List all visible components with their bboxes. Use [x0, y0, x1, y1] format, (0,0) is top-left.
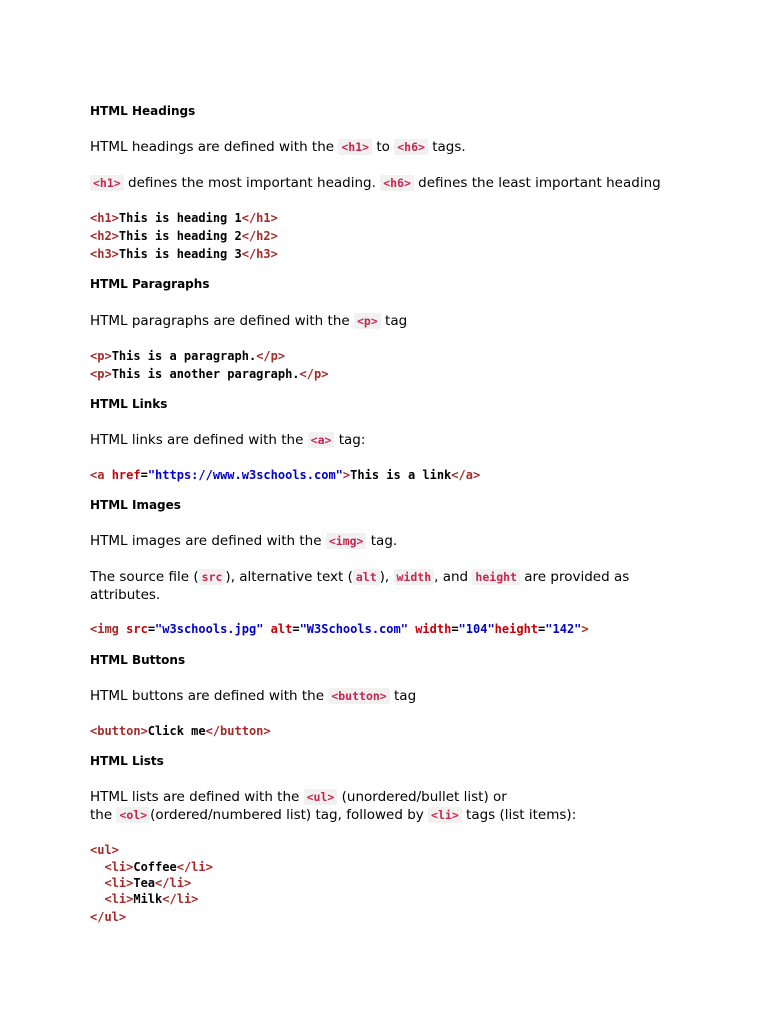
- lists-intro-cont: [90, 807, 576, 823]
- tag-chip-a: <a>: [308, 432, 335, 448]
- section-heading-buttons: HTML Buttons: [90, 653, 186, 667]
- code-tag: </h3>: [241, 247, 278, 261]
- code-attr-value: "W3Schools.com": [299, 622, 408, 636]
- tag-chip-h1: <h1>: [338, 139, 372, 155]
- section-heading-headings: HTML Headings: [90, 104, 196, 118]
- code-tag: >: [342, 468, 351, 482]
- section-heading-paragraphs: HTML Paragraphs: [90, 277, 210, 291]
- code-tag: <h1>: [90, 211, 119, 225]
- attr-chip-src: src: [199, 569, 226, 585]
- code-text: This is heading 3: [118, 247, 242, 261]
- text: HTML images are defined with the: [90, 533, 326, 549]
- code-text: This is heading 2: [118, 229, 242, 243]
- code-tag: </h2>: [241, 229, 278, 243]
- code-tag: <h2>: [90, 229, 119, 243]
- code-line: [90, 860, 213, 874]
- section-heading-images: HTML Images: [90, 498, 181, 512]
- code-attr-name: alt: [270, 622, 293, 636]
- images-attributes: [90, 569, 629, 585]
- code-line: [90, 876, 191, 890]
- text: (ordered/numbered list) tag, followed by: [150, 807, 429, 823]
- code-text: This is a link: [350, 468, 452, 482]
- code-line: [90, 229, 278, 243]
- attr-chip-height: height: [472, 569, 520, 585]
- code-tag: <a: [90, 468, 112, 482]
- code-tag: <p>: [90, 349, 112, 363]
- section-heading-links: HTML Links: [90, 397, 168, 411]
- text: are provided as: [519, 569, 630, 585]
- code-tag: <h3>: [90, 247, 119, 261]
- tag-chip-h1: <h1>: [90, 175, 124, 191]
- links-intro: [90, 432, 365, 448]
- code-line: [90, 622, 589, 636]
- text: tag: [389, 688, 417, 704]
- text: The source file (: [90, 569, 199, 585]
- code-tag: <img: [90, 622, 127, 636]
- code-space: [263, 622, 270, 636]
- text: , and: [434, 569, 473, 585]
- code-tag: </li>: [176, 860, 213, 874]
- tag-chip-p: <p>: [354, 313, 381, 329]
- code-tag: <p>: [90, 367, 112, 381]
- code-text: Coffee: [133, 860, 177, 874]
- text: HTML links are defined with the: [90, 432, 308, 448]
- text: tags (list items):: [461, 807, 577, 823]
- code-text: This is a paragraph.: [111, 349, 257, 363]
- code-indent: [90, 876, 104, 890]
- code-tag: <li>: [104, 892, 134, 906]
- code-text: Click me: [147, 724, 206, 738]
- code-line: [90, 843, 119, 857]
- code-tag: <li>: [104, 876, 134, 890]
- code-text: Milk: [133, 892, 163, 906]
- code-tag: <button>: [90, 724, 148, 738]
- code-attr-name: src: [126, 622, 148, 636]
- text: to: [372, 139, 395, 155]
- code-tag: <li>: [104, 860, 134, 874]
- buttons-intro: [90, 688, 416, 704]
- headings-intro: [90, 139, 466, 155]
- text: ),: [379, 569, 394, 585]
- code-line: [90, 367, 328, 381]
- code-line: [90, 211, 278, 225]
- code-tag: >: [581, 622, 589, 636]
- tag-chip-ol: <ol>: [116, 807, 150, 823]
- code-equals: =: [140, 468, 148, 482]
- tag-chip-h6: <h6>: [380, 175, 414, 191]
- text: (unordered/bullet list) or: [337, 789, 507, 805]
- code-tag: </ul>: [90, 910, 127, 924]
- code-line: [90, 349, 285, 363]
- text: HTML headings are defined with the: [90, 139, 339, 155]
- code-indent: [90, 892, 104, 906]
- headings-importance: [90, 175, 661, 191]
- code-line: [90, 910, 126, 924]
- text: HTML paragraphs are defined with the: [90, 313, 354, 329]
- images-intro: [90, 533, 397, 549]
- text: defines the most important heading.: [123, 175, 381, 191]
- code-text: Tea: [133, 876, 156, 890]
- code-tag: </li>: [162, 892, 199, 906]
- text: tag:: [334, 432, 366, 448]
- images-attributes-cont: attributes.: [90, 587, 161, 603]
- text: HTML lists are defined with the: [90, 789, 304, 805]
- section-heading-lists: HTML Lists: [90, 754, 164, 768]
- code-attr-value: "142": [545, 622, 582, 636]
- code-tag: </p>: [299, 367, 329, 381]
- text: the: [90, 807, 117, 823]
- tag-chip-li: <li>: [428, 807, 462, 823]
- code-equals: =: [147, 622, 156, 636]
- text: tags.: [427, 139, 466, 155]
- paragraphs-intro: [90, 313, 407, 329]
- code-line: [90, 892, 198, 906]
- text: HTML buttons are defined with the: [90, 688, 329, 704]
- code-line: [90, 468, 480, 482]
- code-equals: =: [451, 622, 459, 636]
- text: ), alternative text (: [225, 569, 353, 585]
- lists-intro: [90, 789, 507, 805]
- code-tag: </h1>: [241, 211, 278, 225]
- text: tag.: [366, 533, 398, 549]
- attr-chip-width: width: [394, 569, 435, 585]
- code-attr-name: href: [111, 468, 141, 482]
- code-equals: =: [538, 622, 546, 636]
- code-line: [90, 247, 278, 261]
- code-attr-name: height: [494, 622, 539, 636]
- attr-chip-alt: alt: [353, 569, 380, 585]
- code-attr-value: "104": [458, 622, 495, 636]
- code-tag: </a>: [451, 468, 481, 482]
- tag-chip-button: <button>: [328, 688, 389, 704]
- code-indent: [90, 860, 104, 874]
- code-text: This is another paragraph.: [111, 367, 300, 381]
- code-tag: </li>: [155, 876, 192, 890]
- code-attr-value: "w3schools.jpg": [155, 622, 264, 636]
- code-equals: =: [292, 622, 300, 636]
- code-attr-value: "https://www.w3schools.com": [147, 468, 343, 482]
- tag-chip-img: <img>: [326, 533, 367, 549]
- tag-chip-ul: <ul>: [304, 789, 338, 805]
- code-attr-name: width: [415, 622, 452, 636]
- code-tag: </button>: [205, 724, 271, 738]
- code-tag: <ul>: [90, 843, 119, 857]
- text: tag: [380, 313, 408, 329]
- code-tag: </p>: [256, 349, 286, 363]
- tag-chip-h6: <h6>: [394, 139, 428, 155]
- code-text: This is heading 1: [118, 211, 242, 225]
- code-line: [90, 724, 271, 738]
- text: defines the least important heading: [413, 175, 661, 191]
